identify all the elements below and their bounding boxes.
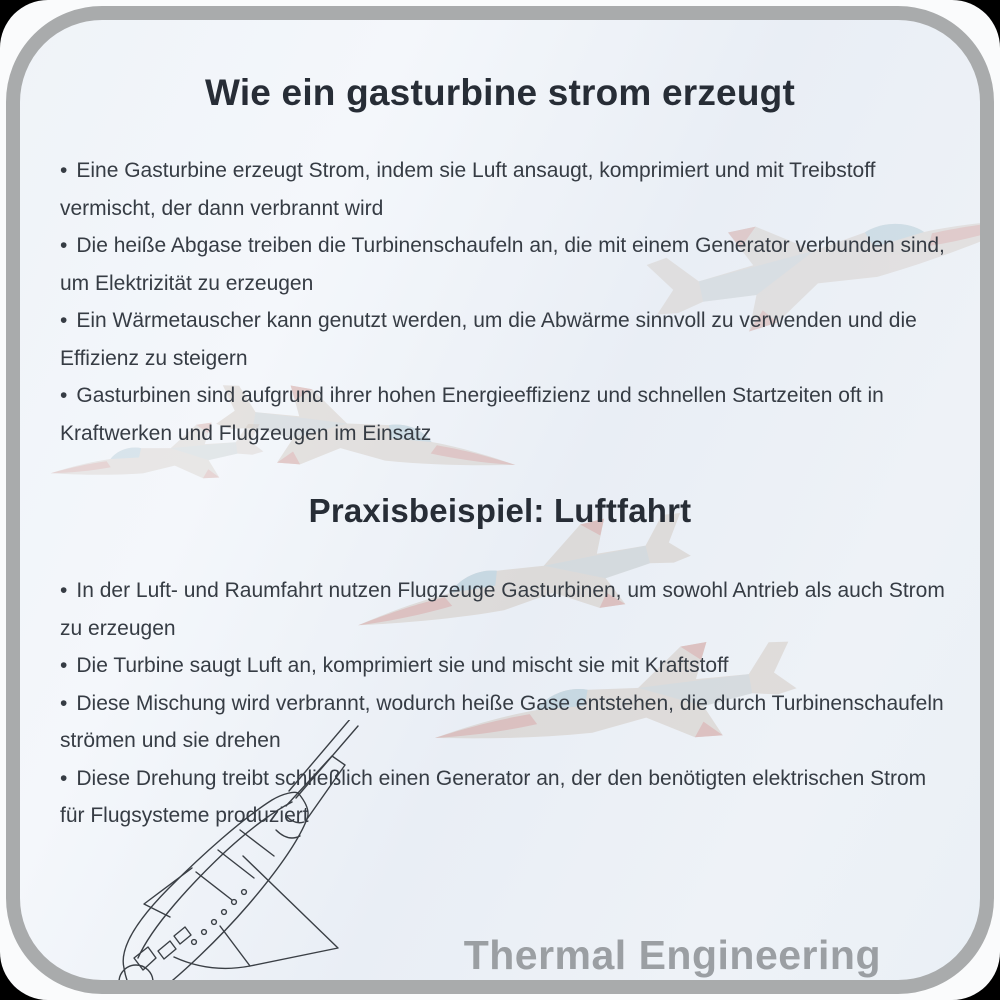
bullet-text: Die heiße Abgase treiben die Turbinenschaufeln an, die mit einem Generator verbunden sind, um Elektrizität zu erzeugen xyxy=(60,234,945,295)
brand-watermark: Thermal Engineering xyxy=(463,932,881,978)
aviation-bullet-list xyxy=(60,572,955,835)
content-card xyxy=(6,6,994,994)
bullet-marker: • xyxy=(60,384,68,407)
bullet-item xyxy=(60,685,955,760)
bullet-item xyxy=(60,227,955,302)
bullet-item xyxy=(60,572,955,647)
bullet-item xyxy=(60,302,955,377)
bullet-item xyxy=(60,377,955,452)
bullet-text: Diese Drehung treibt schließlich einen Generator an, der den benötigten elektrischen Strom für Flugsysteme produziert xyxy=(60,766,927,827)
bullet-text: Eine Gasturbine erzeugt Strom, indem sie Luft ansaugt, komprimiert und mit Treibstoff vermischt, der dann verbrannt wird xyxy=(60,159,876,220)
bullet-marker: • xyxy=(60,691,68,715)
bullet-marker: • xyxy=(60,579,68,602)
bullet-text: Ein Wärmetauscher kann genutzt werden, um die Abwärme sinnvoll zu verwenden und die Effizienz zu steigern xyxy=(60,309,917,370)
bullet-marker: • xyxy=(60,766,68,790)
bullet-item xyxy=(60,760,955,835)
bullet-marker: • xyxy=(60,159,68,182)
bullet-item xyxy=(60,152,955,227)
slide-content xyxy=(20,20,980,980)
bullet-marker: • xyxy=(60,654,68,677)
bullet-text: Gasturbinen sind aufgrund ihrer hohen Energieeffizienz und schnellen Startzeiten oft in Kraftwerken und Flugzeugen im Einsatz xyxy=(60,384,884,445)
section-title: Praxisbeispiel: Luftfahrt xyxy=(308,492,692,529)
bullet-marker: • xyxy=(60,309,68,332)
overview-bullet-list xyxy=(60,152,955,452)
bullet-text: Diese Mischung wird verbrannt, wodurch heiße Gase entstehen, die durch Turbinenschaufeln strömen und sie drehen xyxy=(60,691,944,752)
slide-title: Wie ein gasturbine strom erzeugt xyxy=(205,72,795,113)
bullet-item xyxy=(60,647,955,685)
bullet-text: In der Luft- und Raumfahrt nutzen Flugzeuge Gasturbinen, um sowohl Antrieb als auch Strom zu erzeugen xyxy=(60,579,945,640)
bullet-text: Die Turbine saugt Luft an, komprimiert sie und mischt sie mit Kraftstoff xyxy=(76,654,729,677)
bullet-marker: • xyxy=(60,234,68,257)
